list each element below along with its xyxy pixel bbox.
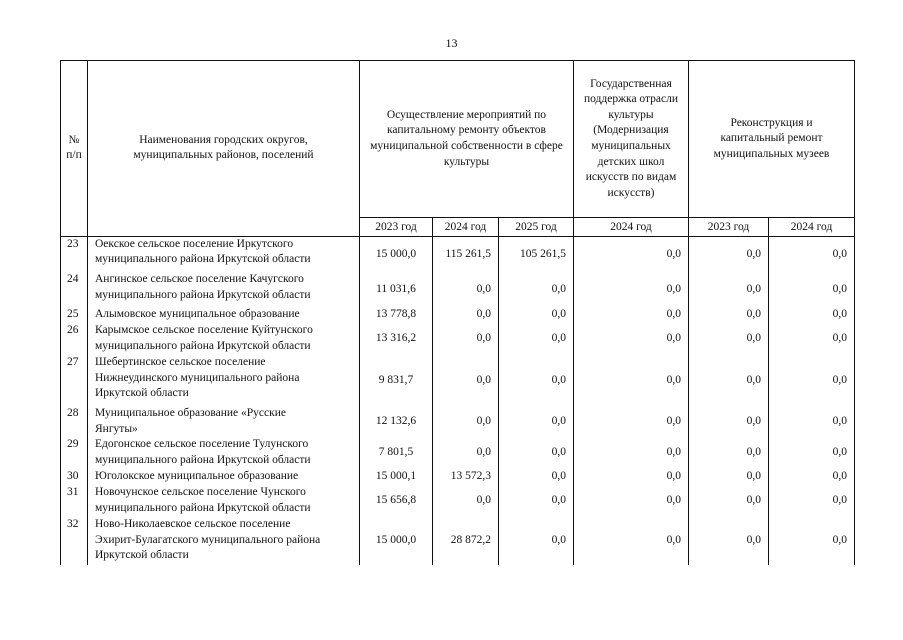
header-museums: Реконструкция и капитальный ремонт муниципальных музеев — [689, 61, 855, 218]
table-row — [61, 323, 855, 355]
value-cell: 0,0 — [499, 485, 574, 517]
header-number: № п/п — [61, 61, 88, 237]
value-cell: 0,0 — [433, 307, 499, 323]
table-row — [61, 469, 855, 485]
table-row — [61, 236, 855, 272]
value-cell: 0,0 — [574, 323, 689, 355]
value-cell: 0,0 — [499, 469, 574, 485]
value-cell: 105 261,5 — [499, 236, 574, 272]
value-cell: 0,0 — [769, 236, 855, 272]
table-row — [61, 406, 855, 437]
row-number: 31 — [61, 485, 88, 517]
value-cell: 15 656,8 — [360, 485, 433, 517]
value-cell: 0,0 — [574, 517, 689, 565]
table-row — [61, 355, 855, 406]
value-cell: 0,0 — [689, 272, 769, 307]
value-cell: 12 132,6 — [360, 406, 433, 437]
value-cell: 0,0 — [769, 485, 855, 517]
header-capital-repair: Осуществление мероприятий по капитальному ремонту объектов муниципальной собственности в сфере культуры — [360, 61, 574, 218]
page-number: 13 — [445, 36, 458, 50]
value-cell: 15 000,0 — [360, 236, 433, 272]
value-cell: 0,0 — [433, 406, 499, 437]
value-cell: 0,0 — [499, 355, 574, 406]
value-cell: 0,0 — [433, 355, 499, 406]
year-header: 2023 год — [689, 218, 769, 237]
municipality-name: Ангинское сельское поселение Качугского муниципального района Иркутской области — [88, 272, 360, 307]
municipality-name: Муниципальное образование «Русские Янгуты» — [88, 406, 360, 437]
funding-table — [60, 60, 855, 565]
value-cell: 0,0 — [689, 307, 769, 323]
table-row — [61, 517, 855, 565]
value-cell: 0,0 — [769, 323, 855, 355]
value-cell: 0,0 — [689, 406, 769, 437]
value-cell: 11 031,6 — [360, 272, 433, 307]
value-cell: 13 778,8 — [360, 307, 433, 323]
value-cell: 0,0 — [499, 406, 574, 437]
value-cell: 28 872,2 — [433, 517, 499, 565]
value-cell: 0,0 — [689, 355, 769, 406]
value-cell: 0,0 — [574, 437, 689, 469]
value-cell: 0,0 — [433, 437, 499, 469]
value-cell: 0,0 — [499, 307, 574, 323]
value-cell: 15 000,1 — [360, 469, 433, 485]
row-number: 27 — [61, 355, 88, 406]
table-row — [61, 307, 855, 323]
row-number: 25 — [61, 307, 88, 323]
value-cell: 0,0 — [769, 406, 855, 437]
value-cell: 0,0 — [574, 307, 689, 323]
value-cell: 0,0 — [769, 272, 855, 307]
value-cell: 0,0 — [769, 437, 855, 469]
municipality-name: Карымское сельское поселение Куйтунского муниципального района Иркутской области — [88, 323, 360, 355]
value-cell: 0,0 — [574, 236, 689, 272]
row-number: 29 — [61, 437, 88, 469]
value-cell: 0,0 — [499, 323, 574, 355]
value-cell: 0,0 — [499, 437, 574, 469]
value-cell: 0,0 — [433, 485, 499, 517]
municipality-name: Оекское сельское поселение Иркутского муниципального района Иркутской области — [88, 236, 360, 272]
value-cell: 0,0 — [499, 517, 574, 565]
table-row — [61, 272, 855, 307]
value-cell: 0,0 — [769, 355, 855, 406]
year-header: 2024 год — [574, 218, 689, 237]
municipality-name: Юголокское муниципальное образование — [88, 469, 360, 485]
year-header: 2023 год — [360, 218, 433, 237]
value-cell: 13 316,2 — [360, 323, 433, 355]
value-cell: 0,0 — [689, 437, 769, 469]
value-cell: 0,0 — [574, 355, 689, 406]
row-number: 23 — [61, 236, 88, 272]
value-cell: 13 572,3 — [433, 469, 499, 485]
value-cell: 115 261,5 — [433, 236, 499, 272]
value-cell: 0,0 — [689, 323, 769, 355]
table-row — [61, 437, 855, 469]
value-cell: 9 831,7 — [360, 355, 433, 406]
table-row — [61, 485, 855, 517]
value-cell: 0,0 — [574, 485, 689, 517]
value-cell: 0,0 — [574, 272, 689, 307]
municipality-name: Алымовское муниципальное образование — [88, 307, 360, 323]
value-cell: 7 801,5 — [360, 437, 433, 469]
row-number: 24 — [61, 272, 88, 307]
row-number: 28 — [61, 406, 88, 437]
value-cell: 0,0 — [689, 469, 769, 485]
value-cell: 0,0 — [769, 469, 855, 485]
value-cell: 0,0 — [499, 272, 574, 307]
row-number: 30 — [61, 469, 88, 485]
year-header: 2024 год — [433, 218, 499, 237]
value-cell: 0,0 — [433, 323, 499, 355]
header-name: Наименования городских округов, муниципальных районов, поселений — [88, 61, 360, 237]
year-header: 2025 год — [499, 218, 574, 237]
header-culture-support: Государственная поддержка отрасли культуры (Модернизация муниципальных детских школ искусств по видам искусств) — [574, 61, 689, 218]
row-number: 26 — [61, 323, 88, 355]
row-number: 32 — [61, 517, 88, 565]
value-cell: 0,0 — [769, 307, 855, 323]
value-cell: 0,0 — [689, 236, 769, 272]
value-cell: 15 000,0 — [360, 517, 433, 565]
value-cell: 0,0 — [689, 485, 769, 517]
value-cell: 0,0 — [769, 517, 855, 565]
value-cell: 0,0 — [574, 469, 689, 485]
municipality-name: Ново-Николаевское сельское поселение Эхирит-Булагатского муниципального района Иркутской области — [88, 517, 360, 565]
municipality-name: Едогонское сельское поселение Тулунского муниципального района Иркутской области — [88, 437, 360, 469]
year-header: 2024 год — [769, 218, 855, 237]
municipality-name: Новочунское сельское поселение Чунского муниципального района Иркутской области — [88, 485, 360, 517]
value-cell: 0,0 — [433, 272, 499, 307]
municipality-name: Шебертинское сельское поселение Нижнеудинского муниципального района Иркутской области — [88, 355, 360, 406]
value-cell: 0,0 — [574, 406, 689, 437]
value-cell: 0,0 — [689, 517, 769, 565]
